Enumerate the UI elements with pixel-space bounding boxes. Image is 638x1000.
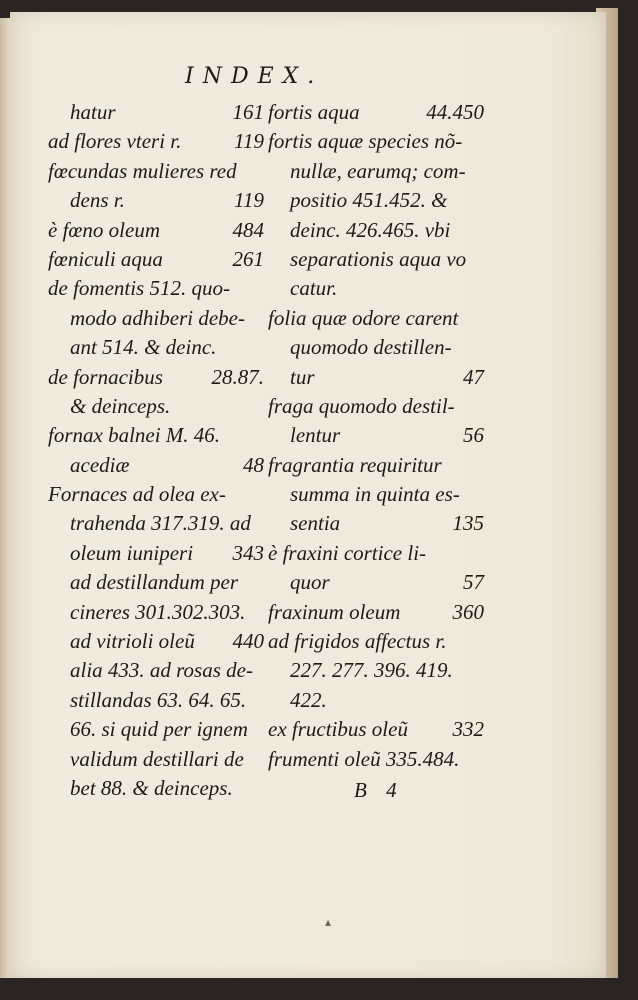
index-entry [48,656,264,685]
index-entry-text: ad frigidos affectus r. [268,629,447,654]
index-entry-text: stillandas 63. 64. 65. [70,687,247,712]
index-entry [48,304,264,333]
index-entry-page-ref: 57 [463,570,484,595]
index-entry-text: fraxinum oleum [268,599,401,624]
index-entry-text: modo adhiberi debe- [70,305,245,330]
index-entry-text: ant 514. & deinc. [70,335,217,360]
index-entry-text: quomodo destillen- [290,335,452,360]
index-entry [268,186,484,215]
index-entry-page-ref: 56 [463,423,484,448]
index-entry [268,539,484,568]
index-entry [268,421,484,450]
index-entry-text: fragrantia requiritur [268,452,442,477]
page-speck: ▴ [325,915,332,929]
index-entry-page-ref: 47 [463,364,484,389]
index-entry-text: de fornacibus [48,364,163,389]
index-entry-page-ref: 343 [232,540,264,565]
index-entry-text: 422. [290,687,327,712]
index-entry [268,363,484,392]
index-entry-text: positio 451.452. & [290,188,448,213]
index-entry [268,745,484,774]
index-entry [268,245,484,274]
index-entry-text: è fraxini cortice li- [268,540,427,565]
index-entry-page-ref: 484 [232,217,264,242]
index-entry [48,451,264,480]
index-entry-text: ad vitrioli oleũ [70,629,195,654]
index-entry [268,304,484,333]
index-entry [48,539,264,568]
index-entry-text: & deinceps. [70,393,171,418]
index-entry [268,333,484,362]
index-entry-page-ref: 135 [452,511,484,536]
index-entry-text: quor [290,570,330,595]
index-entry [48,157,264,186]
index-entry [268,509,484,538]
index-entry-text: fraga quomodo destil- [268,393,455,418]
index-entry-page-ref: 332 [452,717,484,742]
running-heading: INDEX. [185,64,324,89]
index-entry-text: catur. [290,276,338,301]
index-entry [48,98,264,127]
index-entry [268,451,484,480]
index-entry-page-ref: 161 [232,100,264,124]
index-entry [48,274,264,303]
index-entry-page-ref: 48 [243,452,264,477]
signature-mark: B 4 [354,778,397,802]
index-entry-text: ad flores vteri r. [48,129,182,154]
index-entry [268,216,484,245]
index-entry-page-ref: 28.87. [211,364,264,389]
index-entry-text: dens r. [70,188,125,213]
index-entry-text: tur [290,364,315,389]
index-entry-text: folia quæ odore carent [268,305,459,330]
index-entry-text: fornax balnei M. 46. [48,423,221,448]
index-entry [48,627,264,656]
index-entry-page-ref: 44.450 [426,100,484,124]
index-entry [48,333,264,362]
index-entry-text: alia 433. ad rosas de- [70,658,253,683]
index-entry-text: fœniculi aqua [48,246,163,271]
index-entry [48,568,264,597]
index-entry-page-ref: 440 [232,629,264,654]
index-entry [268,715,484,744]
index-entry-text: fortis aqua [268,100,360,124]
index-entry-text: 227. 277. 396. 419. [290,658,453,683]
index-entry-text: separationis aqua vo [290,246,467,271]
index-entry [48,686,264,715]
index-entry-text: ex fructibus oleũ [268,717,408,742]
index-entry [268,274,484,303]
index-entry-page-ref: 360 [452,599,484,624]
index-entry [268,127,484,156]
index-entry [268,627,484,656]
index-entry [268,598,484,627]
index-entry [48,127,264,156]
index-entry-text: acediæ [70,452,130,477]
index-entry [268,686,484,715]
index-entry-page-ref: 261 [232,246,264,271]
index-entry-page-ref: 119 [234,188,264,213]
index-entry-text: summa in quinta es- [290,482,460,507]
index-entry [48,216,264,245]
index-entry-text: cineres 301.302.303. [70,599,246,624]
facing-page-edge [0,18,10,978]
index-entry-text: validum destillari de [70,746,244,771]
index-column-right [268,98,484,774]
index-entry [48,509,264,538]
index-entry [48,715,264,744]
index-entry [48,745,264,774]
index-entry-text: è fœno oleum [48,217,160,242]
index-entry-text: Fornaces ad olea ex- [48,482,226,507]
index-entry-text: oleum iuniperi [70,540,194,565]
index-entry-text: deinc. 426.465. vbi [290,217,451,242]
index-entry [268,480,484,509]
index-entry [48,186,264,215]
index-entry [268,392,484,421]
index-entry [268,568,484,597]
index-entry [48,392,264,421]
index-entry [48,598,264,627]
index-entry [268,98,484,127]
index-entry-text: trahenda 317.319. ad [70,511,251,536]
index-entry-text: 66. si quid per ignem [70,717,248,742]
index-entry-text: fœcundas mulieres red [48,158,237,183]
index-entry [48,774,264,803]
index-entry [48,421,264,450]
index-column-left [48,98,264,803]
index-entry [268,157,484,186]
index-entry-text: de fomentis 512. quo- [48,276,230,301]
index-entry-text: lentur [290,423,341,448]
index-entry-text: nullæ, earumq; com- [290,158,466,183]
index-entry-text: ad destillandum per [70,570,238,595]
index-entry [48,480,264,509]
index-entry [268,656,484,685]
index-entry [48,363,264,392]
index-entry-text: bet 88. & deinceps. [70,775,233,800]
index-entry-page-ref: 119 [234,129,264,154]
index-entry-text: sentia [290,511,341,536]
index-entry-text: hatur [70,100,116,124]
index-entry-text: fortis aquæ species nõ- [268,129,463,154]
index-entry-text: frumenti oleũ 335.484. [268,746,460,771]
index-entry [48,245,264,274]
